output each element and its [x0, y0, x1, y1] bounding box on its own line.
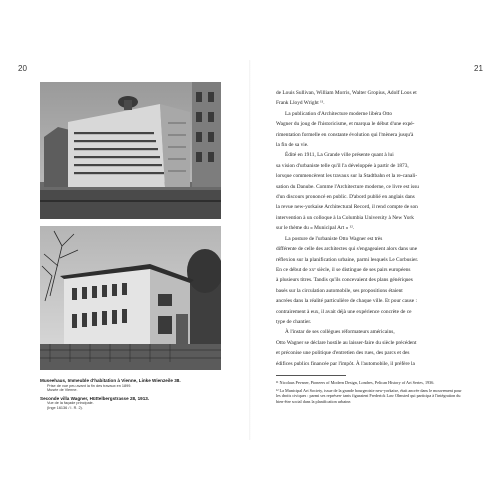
caption-1-line-1: Prise de vue peu avant la fin des travaux en 1899. — [47, 383, 132, 388]
text-line: En ce début de xxᵉ siècle, il se distingue de ses pairs européens — [276, 266, 411, 273]
caption-2-line-1: Vue de la façade principale. — [47, 401, 94, 406]
footnote-11: ¹¹ Nicolaus Pevsner, Pioneers of Modern Design, Londres, Pelican History of Art Series, 1936. — [276, 380, 435, 385]
caption-2-line-2: (Inge 16136 / I. R. 2). — [47, 405, 83, 410]
text-line: contrairement à eux, il avait déjà une expérience concrète de ce — [276, 308, 412, 315]
caption-2 — [40, 396, 240, 411]
text-line: basés sur la circulation automobile, ses propositions étaient — [276, 287, 403, 294]
text-line: intervention à un colloque à la Columbia University à New York — [276, 214, 414, 221]
page-gutter — [249, 60, 251, 440]
text-line: réflexion sur la planification urbaine, parmi lesquels Le Corbusier. — [276, 256, 419, 263]
text-line: sation du Danube. Comme l'Architecture moderne, ce livre est issu — [276, 183, 419, 190]
text-line: sur le thème du « Municipal Art » ¹². — [276, 225, 355, 232]
text-line: La publication d'Architecture moderne libéra Otto — [285, 110, 393, 117]
page-number-right: 21 — [474, 64, 483, 73]
text-line: différente de celle des architectes qui s'engageaient alors dans une — [276, 246, 418, 253]
photo-captions — [40, 378, 240, 414]
text-line: ancrées dans la réalité particulière de chaque ville. Et pour cause : — [276, 298, 417, 305]
text-line: Wagner du joug de l'historicisme, et marqua le début d'une expé- — [276, 121, 415, 128]
building-photo — [40, 82, 221, 219]
text-line: À l'instar de ses collègues réformateurs américains, — [285, 329, 395, 336]
text-line: type de chantier. — [276, 318, 312, 325]
page-number-left: 20 — [18, 64, 27, 73]
footnote-rule — [276, 375, 346, 376]
footnote-12: ¹² La Municipal Art Society, issue de la grande bourgeoisie new-yorkaise, était ancrée dans le mouvement pour les droits civiques : parmi ses représen- tants figuraient Frederick Law Olmsted qui participa à l'intégration du bien-être social dans la planification urbaine. — [276, 387, 462, 404]
building-photo-icon — [40, 82, 221, 219]
text-line: lorsque commencèrent les travaux sur la Stadtbahn et la re-canali- — [276, 173, 418, 180]
text-line: la revue new-yorkaise Architectural Record, il rend compte de son — [276, 204, 418, 211]
text-line: et préconise une politique d'entretien des rues, des parcs et des — [276, 350, 410, 357]
caption-2-title: Seconde villa Wagner, Hüttelbergstrasse 28, 1913. — [40, 395, 150, 401]
caption-1 — [40, 378, 240, 393]
text-line: à plusieurs titres. Tandis qu'ils concevaient des plans génériques — [276, 277, 413, 284]
footnotes — [276, 380, 462, 406]
text-line: sa vision d'urbaniste telle qu'il l'a développée à partir de 1873, — [276, 162, 409, 169]
text-line: Frank Lloyd Wright ¹¹. — [276, 100, 325, 107]
villa-photo — [40, 226, 221, 370]
text-line: La posture de l'urbaniste Otto Wagner est très — [285, 235, 383, 242]
text-line: de Louis Sullivan, William Morris, Walter Gropius, Adolf Loos et — [276, 90, 417, 96]
caption-1-line-2: Musée de Vienne. — [47, 388, 78, 393]
text-line: d'un discours prononcé en public. D'abord publié en anglais dans — [276, 194, 415, 201]
text-line: Édité en 1911, La Grande ville présente quant à lui — [285, 152, 394, 159]
text-line: la fin de sa vie. — [276, 142, 309, 149]
text-line: Otto Wagner se déclare hostile au laisser-faire du siècle précédent — [276, 339, 417, 346]
body-text — [276, 88, 462, 369]
caption-1-title: Museehaus, Immeuble d'habitation à Vienne, Linke Wienzeile 38. — [40, 378, 181, 383]
villa-photo-icon — [40, 226, 221, 370]
text-line: édifices publics financée par l'impôt. À l'automobile, il préfère la — [276, 360, 415, 367]
text-line: rimentation formelle en constante évolution qui l'mènera jusqu'à — [276, 131, 414, 138]
